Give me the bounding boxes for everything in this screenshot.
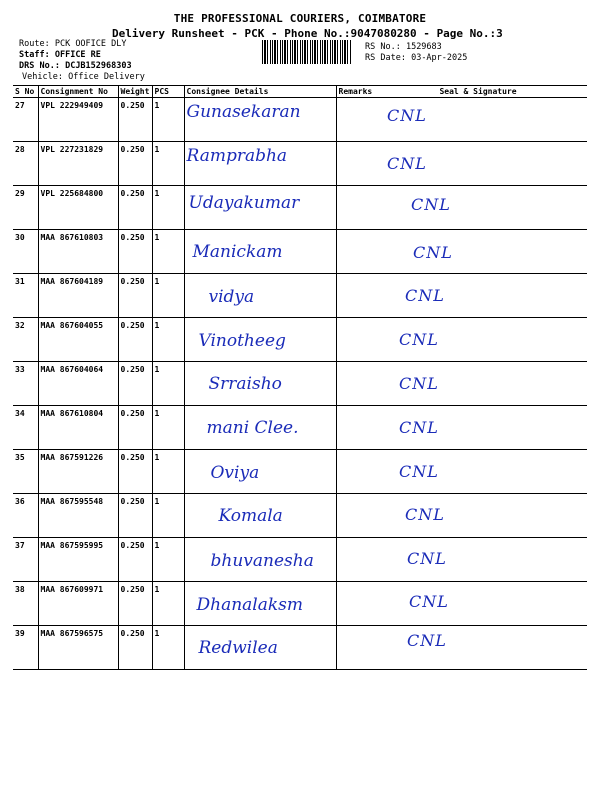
- signature-handwriting: CNL: [399, 330, 439, 349]
- drs-label: DRS No.:: [19, 61, 60, 71]
- cell-weight: 0.250: [118, 494, 152, 538]
- col-pcs: PCS: [152, 86, 184, 98]
- col-weight: Weight: [118, 86, 152, 98]
- signature-handwriting: CNL: [399, 418, 439, 437]
- rs-date-value: 03-Apr-2025: [411, 53, 468, 63]
- cell-sno: 27: [13, 98, 38, 142]
- table-header-row: [13, 86, 587, 98]
- cell-consignee: [184, 142, 336, 186]
- table-row: [13, 274, 587, 318]
- table-row: [13, 450, 587, 494]
- cell-pcs: 1: [152, 274, 184, 318]
- cell-signature: [369, 450, 587, 494]
- cell-signature: [369, 406, 587, 450]
- cell-signature: [369, 274, 587, 318]
- cell-sno: 31: [13, 274, 38, 318]
- cell-consignment: VPL 227231829: [38, 142, 118, 186]
- consignee-handwriting: Komala: [218, 506, 283, 526]
- company-title: THE PROFESSIONAL COURIERS, COIMBATORE: [173, 12, 427, 25]
- cell-consignment: MAA 867596575: [38, 626, 118, 670]
- cell-remarks: [336, 274, 369, 318]
- consignee-handwriting: mani Clee.: [206, 418, 299, 438]
- table-row: [13, 494, 587, 538]
- cell-sno: 30: [13, 230, 38, 274]
- cell-signature: [369, 318, 587, 362]
- cell-consignment: VPL 222949409: [38, 98, 118, 142]
- cell-pcs: 1: [152, 230, 184, 274]
- cell-consignment: MAA 867610803: [38, 230, 118, 274]
- signature-handwriting: CNL: [399, 462, 439, 481]
- route-line: [19, 39, 127, 49]
- vehicle-value: Office Delivery: [68, 72, 145, 82]
- cell-pcs: 1: [152, 626, 184, 670]
- signature-handwriting: CNL: [409, 592, 449, 611]
- cell-signature: [369, 362, 587, 406]
- rs-date-label: RS Date:: [365, 53, 406, 63]
- cell-remarks: [336, 362, 369, 406]
- cell-signature: [369, 142, 587, 186]
- consignee-handwriting: Vinotheeg: [198, 331, 286, 351]
- cell-pcs: 1: [152, 494, 184, 538]
- table-row: [13, 98, 587, 142]
- signature-handwriting: CNL: [387, 154, 427, 173]
- cell-sno: 38: [13, 582, 38, 626]
- drs-line: [19, 61, 132, 71]
- drs-value: DCJB152968303: [65, 61, 132, 71]
- table-row: [13, 582, 587, 626]
- cell-signature: [369, 582, 587, 626]
- cell-pcs: 1: [152, 186, 184, 230]
- cell-remarks: [336, 230, 369, 274]
- cell-consignee: [184, 626, 336, 670]
- rs-no-line: [365, 42, 442, 52]
- cell-weight: 0.250: [118, 142, 152, 186]
- cell-remarks: [336, 98, 369, 142]
- cell-consignment: MAA 867591226: [38, 450, 118, 494]
- consignee-handwriting: Gunasekaran: [186, 102, 301, 122]
- cell-sno: 28: [13, 142, 38, 186]
- cell-remarks: [336, 538, 369, 582]
- cell-weight: 0.250: [118, 274, 152, 318]
- cell-consignee: [184, 406, 336, 450]
- cell-pcs: 1: [152, 142, 184, 186]
- cell-remarks: [336, 582, 369, 626]
- signature-handwriting: CNL: [405, 505, 445, 524]
- table-row: [13, 406, 587, 450]
- cell-consignment: MAA 867610804: [38, 406, 118, 450]
- phone-number: 9047080280: [350, 27, 417, 40]
- col-signature: Seal & Signature: [369, 86, 587, 98]
- cell-consignment: MAA 867609971: [38, 582, 118, 626]
- cell-pcs: 1: [152, 450, 184, 494]
- cell-signature: [369, 494, 587, 538]
- cell-consignment: MAA 867604064: [38, 362, 118, 406]
- consignee-handwriting: Oviya: [210, 463, 260, 483]
- signature-handwriting: CNL: [407, 631, 447, 650]
- cell-remarks: [336, 406, 369, 450]
- staff-label: Staff:: [19, 50, 50, 60]
- cell-remarks: [336, 450, 369, 494]
- rs-no-value: 1529683: [405, 42, 442, 52]
- cell-pcs: 1: [152, 582, 184, 626]
- cell-consignee: [184, 450, 336, 494]
- branch-code: PCK: [244, 27, 265, 40]
- signature-handwriting: CNL: [387, 106, 427, 125]
- cell-weight: 0.250: [118, 230, 152, 274]
- cell-signature: [369, 626, 587, 670]
- cell-sno: 33: [13, 362, 38, 406]
- cell-consignee: [184, 582, 336, 626]
- consignee-handwriting: Srraisho: [208, 374, 282, 394]
- cell-pcs: 1: [152, 98, 184, 142]
- route-label: Route:: [19, 39, 50, 49]
- rs-date-line: [365, 53, 467, 63]
- cell-pcs: 1: [152, 318, 184, 362]
- consignee-handwriting: vidya: [208, 287, 255, 307]
- signature-handwriting: CNL: [407, 549, 447, 568]
- cell-remarks: [336, 142, 369, 186]
- cell-pcs: 1: [152, 362, 184, 406]
- route-value: PCK OOFICE DLY: [54, 39, 127, 49]
- runsheet-subtitle: Delivery Runsheet - PCK - Phone No.:9047080280 - Page No.:3: [112, 27, 503, 40]
- cell-weight: 0.250: [118, 318, 152, 362]
- staff-value: OFFICE RE: [54, 50, 101, 60]
- cell-remarks: [336, 626, 369, 670]
- cell-weight: 0.250: [118, 582, 152, 626]
- table-row: [13, 362, 587, 406]
- cell-weight: 0.250: [118, 626, 152, 670]
- cell-sno: 35: [13, 450, 38, 494]
- cell-consignee: [184, 318, 336, 362]
- cell-consignment: MAA 867604189: [38, 274, 118, 318]
- cell-sno: 32: [13, 318, 38, 362]
- cell-weight: 0.250: [118, 406, 152, 450]
- vehicle-label: Vehicle:: [22, 72, 63, 82]
- cell-pcs: 1: [152, 406, 184, 450]
- table-row: [13, 538, 587, 582]
- cell-remarks: [336, 318, 369, 362]
- cell-signature: [369, 98, 587, 142]
- cell-weight: 0.250: [118, 450, 152, 494]
- vehicle-line: [22, 72, 145, 82]
- cell-weight: 0.250: [118, 186, 152, 230]
- signature-handwriting: CNL: [399, 374, 439, 393]
- cell-sno: 29: [13, 186, 38, 230]
- consignee-handwriting: bhuvanesha: [210, 551, 314, 571]
- cell-consignee: [184, 538, 336, 582]
- cell-weight: 0.250: [118, 538, 152, 582]
- runsheet-table: [13, 85, 587, 670]
- cell-consignee: [184, 494, 336, 538]
- consignee-handwriting: Ramprabha: [186, 146, 288, 166]
- cell-weight: 0.250: [118, 362, 152, 406]
- cell-signature: [369, 230, 587, 274]
- cell-consignee: [184, 362, 336, 406]
- cell-remarks: [336, 494, 369, 538]
- cell-consignee: [184, 274, 336, 318]
- staff-line: [19, 50, 101, 60]
- cell-sno: 36: [13, 494, 38, 538]
- cell-consignment: MAA 867604055: [38, 318, 118, 362]
- col-consignment: Consignment No: [38, 86, 118, 98]
- col-remarks: Remarks: [336, 86, 369, 98]
- cell-remarks: [336, 186, 369, 230]
- col-sno: S No: [13, 86, 38, 98]
- rs-no-label: RS No.:: [365, 42, 401, 52]
- consignee-handwriting: Manickam: [192, 242, 283, 262]
- consignee-handwriting: Redwilea: [198, 638, 278, 658]
- table-row: [13, 186, 587, 230]
- page-label: Page No.:: [436, 27, 497, 40]
- cell-consignee: [184, 98, 336, 142]
- phone-label: Phone No.:: [284, 27, 351, 40]
- cell-weight: 0.250: [118, 98, 152, 142]
- cell-consignment: MAA 867595548: [38, 494, 118, 538]
- cell-consignment: MAA 867595995: [38, 538, 118, 582]
- cell-signature: [369, 538, 587, 582]
- consignee-handwriting: Udayakumar: [188, 193, 300, 213]
- cell-consignee: [184, 230, 336, 274]
- col-consignee: Consignee Details: [184, 86, 336, 98]
- consignee-handwriting: Dhanalaksm: [196, 595, 304, 615]
- signature-handwriting: CNL: [413, 243, 453, 262]
- cell-consignee: [184, 186, 336, 230]
- signature-handwriting: CNL: [411, 195, 451, 214]
- runsheet-label: Delivery Runsheet: [112, 27, 225, 40]
- table-row: [13, 626, 587, 670]
- cell-sno: 39: [13, 626, 38, 670]
- cell-pcs: 1: [152, 538, 184, 582]
- table-row: [13, 142, 587, 186]
- table-row: [13, 230, 587, 274]
- barcode: [262, 40, 352, 64]
- table-row: [13, 318, 587, 362]
- cell-sno: 34: [13, 406, 38, 450]
- cell-consignment: VPL 225684800: [38, 186, 118, 230]
- cell-sno: 37: [13, 538, 38, 582]
- cell-signature: [369, 186, 587, 230]
- page-number: 3: [496, 27, 503, 40]
- signature-handwriting: CNL: [405, 286, 445, 305]
